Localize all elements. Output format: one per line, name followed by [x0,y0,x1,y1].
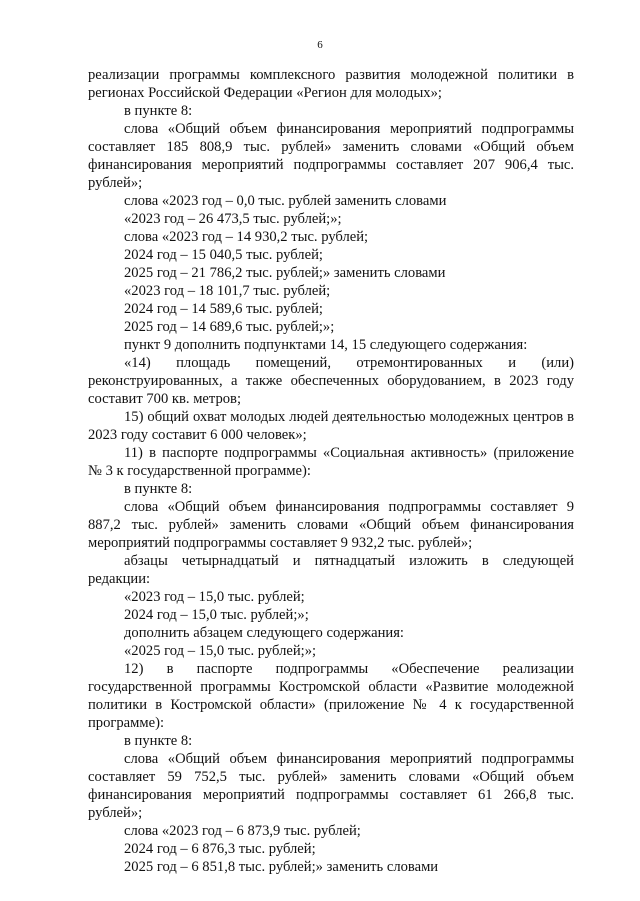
paragraph-funding-replace: слова «Общий объем финансирования мероприятий подпрограммы составляет 185 808,9 тыс. рублей» заменить словами «Общий объем финансирования мероприятий подпрограммы составляет 207 906,4 тыс. рублей»; [88,121,574,191]
paragraph-2023-d: слова «2023 год – 6 873,9 тыс. рублей; [124,823,361,839]
paragraph-2025-old: 2025 год – 21 786,2 тыс. рублей;» заменить словами [124,265,446,281]
paragraph-item-9: пункт 9 дополнить подпунктами 14, 15 следующего содержания: [124,337,528,353]
paragraph-2023-c: «2023 год – 15,0 тыс. рублей; [124,589,305,605]
paragraph-2023-replace: слова «2023 год – 0,0 тыс. рублей заменить словами [124,193,447,209]
paragraph-sub-14: «14) площадь помещений, отремонтированных и (или) реконструированных, а также обеспеченных оборудованием, в 2023 году составит 700 кв. метров; [88,355,574,407]
paragraph-item-8-header: в пункте 8: [124,103,193,119]
paragraph-2023-old: слова «2023 год – 14 930,2 тыс. рублей; [124,229,369,245]
paragraph-add-abzac: дополнить абзацем следующего содержания: [124,625,404,641]
paragraph-2024-c: 2024 год – 15,0 тыс. рублей;»; [124,607,309,623]
paragraph-2024-d: 2024 год – 6 876,3 тыс. рублей; [124,841,316,857]
paragraph-continuation: реализации программы комплексного развития молодежной политики в регионах Российской Федерации «Регион для молодых»; [88,67,574,101]
paragraph-section-12: 12) в паспорте подпрограммы «Обеспечение реализации государственной программы Костромской области «Развитие молодежной политики в Костромской области» (приложение № 4 к государственной программе): [88,661,574,731]
document-body [88,66,574,876]
paragraph-abzacy: абзацы четырнадцатый и пятнадцатый изложить в следующей редакции: [88,553,574,587]
paragraph-2025-d: 2025 год – 6 851,8 тыс. рублей;» заменить словами [124,859,439,875]
paragraph-funding-replace-c: слова «Общий объем финансирования мероприятий подпрограммы составляет 59 752,5 тыс. рублей» заменить словами «Общий объем финансирования мероприятий подпрограммы составляет 61 266,8 тыс. рублей»; [88,751,574,821]
paragraph-2025-new-b: 2025 год – 14 689,6 тыс. рублей;»; [124,319,335,335]
paragraph-item-8-header-c: в пункте 8: [124,733,193,749]
paragraph-item-8-header-b: в пункте 8: [124,481,193,497]
paragraph-2025-c: «2025 год – 15,0 тыс. рублей;»; [124,643,317,659]
paragraph-2024-old: 2024 год – 15 040,5 тыс. рублей; [124,247,323,263]
paragraph-2023-new-b: «2023 год – 18 101,7 тыс. рублей; [124,283,331,299]
paragraph-sub-15: 15) общий охват молодых людей деятельностью молодежных центров в 2023 году составит 6 000 человек»; [88,409,574,443]
page-number: 6 [317,39,323,51]
paragraph-2024-new-b: 2024 год – 14 589,6 тыс. рублей; [124,301,323,317]
paragraph-funding-replace-b: слова «Общий объем финансирования подпрограммы составляет 9 887,2 тыс. рублей» заменить словами «Общий объем финансирования мероприятий подпрограммы составляет 9 932,2 тыс. рублей»; [88,499,574,551]
paragraph-2023-new: «2023 год – 26 473,5 тыс. рублей;»; [124,211,342,227]
paragraph-section-11: 11) в паспорте подпрограммы «Социальная активность» (приложение № 3 к государственной программе): [88,445,574,479]
